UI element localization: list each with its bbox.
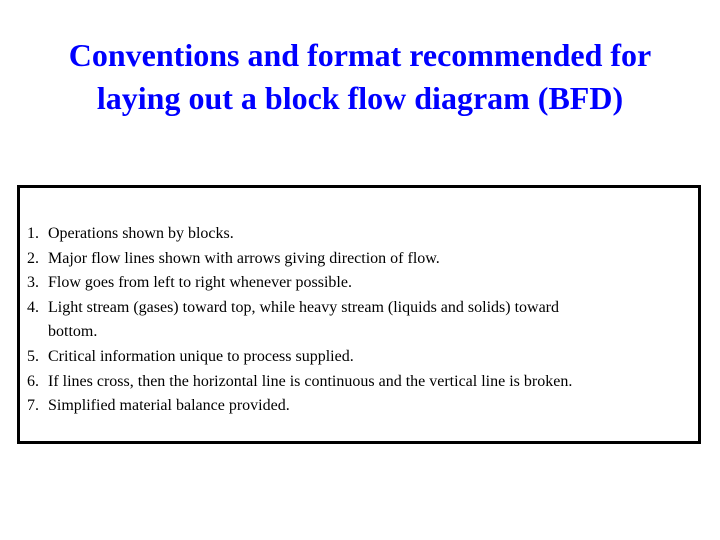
- convention-text: Flow goes from left to right whenever possible.: [48, 274, 352, 292]
- convention-item-7: [27, 394, 572, 419]
- slide-title-line-1: Conventions and format recommended for: [68, 37, 652, 73]
- convention-text: Critical information unique to process supplied.: [48, 347, 354, 365]
- convention-text: Major flow lines shown with arrows giving direction of flow.: [48, 249, 440, 267]
- convention-text: If lines cross, then the horizontal line is continuous and the vertical line is broken.: [48, 372, 573, 390]
- slide-title: [20, 34, 700, 120]
- conventions-list: [27, 222, 572, 419]
- convention-number: 4.: [27, 298, 39, 316]
- slide-title-line-2: laying out a block flow diagram (BFD): [96, 80, 624, 116]
- convention-number: 6.: [27, 372, 39, 390]
- convention-text-continued: bottom.: [48, 323, 98, 341]
- convention-item-6: [27, 370, 572, 395]
- convention-item-4: [27, 296, 572, 345]
- convention-number: 3.: [27, 274, 39, 292]
- conventions-box: [17, 185, 701, 444]
- convention-item-2: [27, 247, 572, 272]
- convention-text: Simplified material balance provided.: [48, 397, 290, 415]
- convention-number: 5.: [27, 347, 39, 365]
- convention-number: 7.: [27, 397, 39, 415]
- convention-number: 1.: [27, 225, 39, 242]
- convention-text: Operations shown by blocks.: [48, 225, 234, 242]
- convention-item-3: [27, 271, 572, 296]
- convention-item-5: [27, 345, 572, 370]
- convention-text: Light stream (gases) toward top, while heavy stream (liquids and solids) toward: [48, 298, 559, 316]
- convention-number: 2.: [27, 249, 39, 267]
- convention-item-1: [27, 222, 572, 247]
